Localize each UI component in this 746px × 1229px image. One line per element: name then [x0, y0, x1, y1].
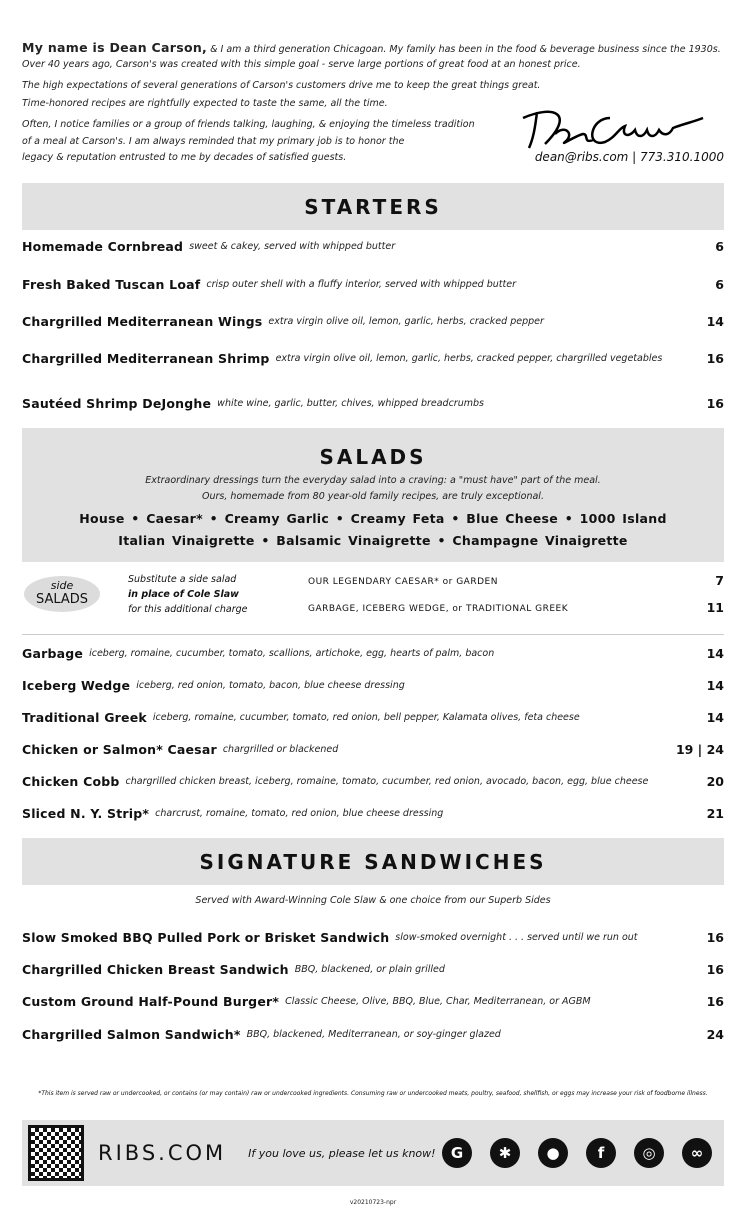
- section-title: SIGNATURE SANDWICHES: [199, 850, 547, 874]
- intro-lead: My name is Dean Carson,: [22, 40, 208, 55]
- menu-item: [22, 348, 724, 368]
- starters-header: [22, 183, 724, 230]
- item-description: iceberg, romaine, cucumber, tomato, red onion, bell pepper, Kalamata olives, feta cheese: [152, 711, 580, 723]
- side-price: 11: [706, 600, 724, 615]
- item-description: Classic Cheese, Olive, BBQ, Blue, Char, Mediterranean, or AGBM: [285, 995, 591, 1007]
- item-description: iceberg, red onion, tomato, bacon, blue cheese dressing: [136, 679, 405, 691]
- intro-text: The high expectations of several generations of Carson's customers drive me to keep the great things great.: [22, 80, 541, 91]
- disclaimer: *This item is served raw or undercooked, or contains (or may contain) raw or undercooked ingredients. Consuming raw or undercooked meats, poultry, seafood, shellfish, or eggs may increase your risk of foodborne illness.: [38, 1090, 708, 1097]
- divider: [22, 634, 724, 635]
- tripadvisor-icon[interactable]: ∞: [682, 1138, 712, 1168]
- menu-item: [22, 675, 724, 695]
- menu-item: [22, 643, 724, 663]
- website-link[interactable]: RIBS.COM: [98, 1141, 227, 1165]
- item-name: Chicken Cobb: [22, 773, 120, 789]
- version: v20210723-npr: [349, 1199, 397, 1206]
- menu-item: [22, 991, 724, 1011]
- intro-text: of a meal at Carson's. I am always reminded that my primary job is to honor the: [22, 136, 405, 147]
- item-description: BBQ, blackened, or plain grilled: [294, 963, 445, 975]
- item-price: 6: [715, 276, 724, 292]
- item-name: Custom Ground Half-Pound Burger*: [22, 993, 280, 1009]
- sandwiches-header: [22, 838, 724, 885]
- side-note-line: for this additional charge: [128, 604, 248, 615]
- item-name: Sautéed Shrimp DeJonghe: [22, 395, 212, 411]
- side-note-line: Substitute a side salad: [128, 574, 237, 585]
- menu-item: [22, 393, 724, 413]
- footer: [22, 1120, 724, 1186]
- item-price: 16: [706, 961, 724, 977]
- item-price: 16: [706, 395, 724, 411]
- item-price: 21: [706, 805, 724, 821]
- item-description: slow-smoked overnight . . . served until we run out: [395, 931, 638, 943]
- tagline: If you love us, please let us know!: [248, 1146, 436, 1160]
- item-description: chargrilled or blackened: [222, 743, 339, 755]
- instagram-icon[interactable]: ◎: [634, 1138, 664, 1168]
- item-price: 14: [706, 645, 724, 661]
- intro-text: & I am a third generation Chicagoan. My family has been in the food & beverage business since the 1930s.: [207, 44, 721, 55]
- side-salads-badge: [24, 576, 100, 612]
- dressings-list: House • Caesar* • Creamy Garlic • Creamy Feta • Blue Cheese • 1000 Island: [79, 511, 667, 526]
- side-option: GARBAGE, ICEBERG WEDGE, or TRADITIONAL GREEK: [308, 604, 569, 614]
- item-description: BBQ, blackened, Mediterranean, or soy-ginger glazed: [246, 1028, 501, 1040]
- menu-item: [22, 739, 724, 759]
- menu-item: [22, 771, 724, 791]
- google-icon[interactable]: G: [442, 1138, 472, 1168]
- item-price: 20: [706, 773, 724, 789]
- menu-item: [22, 707, 724, 727]
- item-name: Slow Smoked BBQ Pulled Pork or Brisket Sandwich: [22, 929, 390, 945]
- signature: [515, 104, 725, 152]
- menu-item: [22, 927, 724, 947]
- side-note-line: in place of Cole Slaw: [128, 589, 239, 600]
- item-price: 24: [706, 1026, 724, 1042]
- item-price: 16: [706, 929, 724, 945]
- item-price: 6: [715, 238, 724, 254]
- sandwiches-subtitle: Served with Award-Winning Cole Slaw & one choice from our Superb Sides: [195, 895, 551, 906]
- item-name: Homemade Cornbread: [22, 238, 184, 254]
- menu-item: [22, 959, 724, 979]
- dressings-list: Italian Vinaigrette • Balsamic Vinaigrette • Champagne Vinaigrette: [118, 533, 628, 548]
- item-description: crisp outer shell with a fluffy interior, served with whipped butter: [206, 278, 516, 290]
- salads-description: Ours, homemade from 80 year-old family recipes, are truly exceptional.: [202, 491, 544, 502]
- item-price: 16: [706, 993, 724, 1009]
- menu-item: [22, 1024, 724, 1044]
- item-description: white wine, garlic, butter, chives, whipped breadcrumbs: [217, 397, 484, 409]
- side-note: [128, 572, 247, 617]
- menu-item: [22, 311, 724, 331]
- salads-header: [22, 428, 724, 562]
- item-price: 14: [706, 677, 724, 693]
- contact-info: dean@ribs.com | 773.310.1000: [534, 150, 724, 164]
- intro-text: legacy & reputation entrusted to me by decades of satisfied guests.: [22, 152, 347, 163]
- qr-code[interactable]: [28, 1125, 84, 1181]
- item-description: iceberg, romaine, cucumber, tomato, scallions, artichoke, egg, hearts of palm, bacon: [89, 647, 495, 659]
- item-name: Fresh Baked Tuscan Loaf: [22, 276, 201, 292]
- item-name: Chicken or Salmon* Caesar: [22, 741, 217, 757]
- social-links: [442, 1138, 712, 1168]
- badge-bottom: SALADS: [35, 592, 89, 607]
- item-description: sweet & cakey, served with whipped butter: [189, 240, 396, 252]
- item-name: Chargrilled Salmon Sandwich*: [22, 1026, 241, 1042]
- item-description: chargrilled chicken breast, iceberg, romaine, tomato, cucumber, red onion, avocado, bacon, egg, blue cheese: [125, 775, 649, 787]
- item-name: Sliced N. Y. Strip*: [22, 805, 150, 821]
- item-price: 16: [706, 350, 724, 366]
- menu-item: [22, 274, 724, 294]
- intro-text: Over 40 years ago, Carson's was created with this simple goal - serve large portions of great food at an honest price.: [22, 59, 581, 70]
- item-name: Chargrilled Mediterranean Wings: [22, 313, 263, 329]
- badge-top: side: [50, 579, 74, 592]
- yelp-icon[interactable]: ✱: [490, 1138, 520, 1168]
- item-description: extra virgin olive oil, lemon, garlic, herbs, cracked pepper: [268, 315, 544, 327]
- item-price: 14: [706, 313, 724, 329]
- item-name: Garbage: [22, 645, 84, 661]
- intro-text: Often, I notice families or a group of friends talking, laughing, & enjoying the timeless tradition: [22, 119, 475, 130]
- section-title: SALADS: [319, 445, 427, 469]
- intro-text: Time-honored recipes are rightfully expected to taste the same, all the time.: [22, 98, 388, 109]
- item-name: Traditional Greek: [22, 709, 147, 725]
- menu-item: [22, 236, 724, 256]
- item-name: Chargrilled Chicken Breast Sandwich: [22, 961, 289, 977]
- facebook-icon[interactable]: f: [586, 1138, 616, 1168]
- menu-item: [22, 803, 724, 823]
- salads-description: Extraordinary dressings turn the everyday salad into a craving: a "must have" part of the meal.: [145, 475, 601, 486]
- side-price: 7: [715, 573, 724, 588]
- item-name: Iceberg Wedge: [22, 677, 131, 693]
- item-description: charcrust, romaine, tomato, red onion, blue cheese dressing: [155, 807, 444, 819]
- item-price: 14: [706, 709, 724, 725]
- opentable-icon[interactable]: ●: [538, 1138, 568, 1168]
- item-description: extra virgin olive oil, lemon, garlic, herbs, cracked pepper, chargrilled vegetables: [275, 352, 663, 364]
- side-option: OUR LEGENDARY CAESAR* or GARDEN: [308, 577, 498, 587]
- item-price: 19 | 24: [675, 741, 724, 757]
- section-title: STARTERS: [304, 195, 442, 219]
- item-name: Chargrilled Mediterranean Shrimp: [22, 350, 270, 366]
